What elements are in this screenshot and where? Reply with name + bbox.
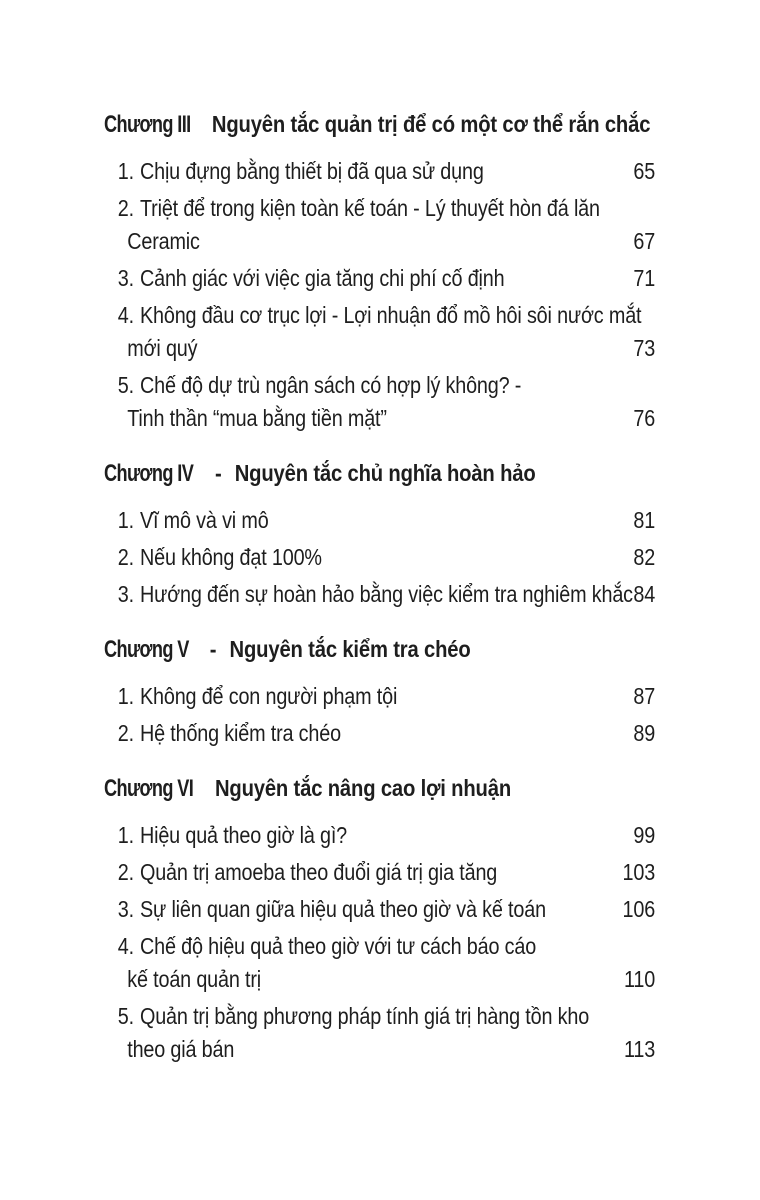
toc-entry bbox=[118, 504, 655, 537]
entry-number: 3. bbox=[117, 265, 134, 291]
entry-text: Hiệu quả theo giờ là gì? bbox=[139, 822, 348, 848]
entry-text: Chế độ hiệu quả theo giờ với tư cách báo cáo bbox=[139, 933, 537, 959]
entry-text: Không để con người phạm tội bbox=[139, 683, 398, 709]
entry-title bbox=[118, 192, 625, 258]
entry-text: Vĩ mô và vi mô bbox=[139, 507, 269, 533]
toc-section bbox=[104, 770, 655, 1066]
entry-line bbox=[118, 930, 616, 963]
entry-page-number: 103 bbox=[622, 859, 656, 885]
entry-number: 1. bbox=[117, 822, 134, 848]
toc-entry bbox=[118, 680, 655, 713]
toc-entry bbox=[118, 541, 655, 574]
chapter-entries bbox=[104, 155, 655, 435]
toc-section bbox=[104, 631, 655, 750]
toc-entry bbox=[118, 155, 655, 188]
entry-title bbox=[117, 299, 642, 365]
entry-text: Chịu đựng bằng thiết bị đã qua sử dụng bbox=[139, 158, 484, 184]
entry-line bbox=[118, 541, 625, 574]
entry-line-continuation bbox=[118, 963, 616, 996]
chapter-entries bbox=[104, 680, 655, 750]
entry-title bbox=[118, 893, 614, 926]
entry-text: Triệt để trong kiện toàn kế toán - Lý thuyết hòn đá lăn bbox=[139, 195, 600, 221]
entry-page-number: 113 bbox=[623, 1036, 656, 1062]
entry-text: Quản trị bằng phương pháp tính giá trị hàng tồn kho bbox=[139, 1003, 590, 1029]
entry-title bbox=[118, 930, 616, 996]
entry-line bbox=[117, 578, 633, 611]
chapter-heading bbox=[104, 106, 655, 143]
entry-page-number: 73 bbox=[633, 335, 656, 361]
entry-line-continuation bbox=[118, 225, 625, 258]
entry-number: 2. bbox=[117, 195, 134, 221]
entry-text: Hệ thống kiểm tra chéo bbox=[139, 720, 341, 746]
entry-title bbox=[117, 578, 633, 611]
entry-text: Tinh thần “mua bằng tiền mặt” bbox=[127, 405, 387, 431]
entry-text: theo giá bán bbox=[127, 1036, 235, 1062]
entry-number: 1. bbox=[117, 507, 134, 533]
entry-title bbox=[118, 369, 625, 435]
chapter-heading bbox=[104, 770, 655, 807]
entry-text: Hướng đến sự hoàn hảo bằng việc kiểm tra nghiêm khắc bbox=[139, 581, 633, 607]
chapter-number-label: Chương VI bbox=[104, 775, 194, 802]
entry-page-number: 82 bbox=[633, 544, 656, 570]
entry-page-number: 89 bbox=[633, 720, 656, 746]
entry-page-number: 84 bbox=[633, 581, 656, 607]
entry-line bbox=[118, 504, 625, 537]
entry-page-number: 65 bbox=[633, 158, 656, 184]
entry-page-number: 76 bbox=[633, 405, 656, 431]
chapter-heading bbox=[104, 455, 655, 492]
entry-text: kế toán quản trị bbox=[127, 966, 262, 992]
entry-title bbox=[118, 504, 625, 537]
chapter-title: Nguyên tắc kiểm tra chéo bbox=[229, 636, 471, 662]
entry-number: 2. bbox=[117, 544, 134, 570]
entry-text: Quản trị amoeba theo đuổi giá trị gia tăng bbox=[139, 859, 498, 885]
entry-title bbox=[118, 819, 625, 852]
toc-entry bbox=[118, 192, 655, 258]
entry-number: 1. bbox=[117, 683, 134, 709]
table-of-contents bbox=[104, 106, 655, 1070]
entry-number: 3. bbox=[117, 581, 134, 607]
entry-line bbox=[118, 893, 614, 926]
entry-page-number: 110 bbox=[623, 966, 656, 992]
entry-line bbox=[118, 192, 625, 225]
entry-text: Nếu không đạt 100% bbox=[139, 544, 322, 570]
entry-number: 1. bbox=[117, 158, 134, 184]
entry-page-number: 81 bbox=[633, 507, 656, 533]
entry-text: Không đầu cơ trục lợi - Lợi nhuận đổ mồ hôi sôi nước mắt bbox=[139, 302, 642, 328]
entry-page-number: 106 bbox=[622, 896, 656, 922]
toc-entry bbox=[118, 369, 655, 435]
entry-line bbox=[118, 262, 625, 295]
entry-line bbox=[118, 717, 625, 750]
toc-entry bbox=[118, 717, 655, 750]
entry-text: mới quý bbox=[127, 335, 198, 361]
entry-title bbox=[118, 1000, 616, 1066]
entry-line bbox=[118, 856, 614, 889]
entry-line bbox=[118, 1000, 616, 1033]
chapter-number-label: Chương IV bbox=[104, 460, 194, 487]
toc-entry bbox=[118, 930, 655, 996]
chapter-title: Nguyên tắc quản trị để có một cơ thể rắn chắc bbox=[211, 111, 651, 137]
entry-number: 4. bbox=[117, 302, 134, 328]
entry-title bbox=[118, 262, 625, 295]
entry-title bbox=[118, 155, 625, 188]
toc-section bbox=[104, 455, 655, 611]
entry-line-continuation bbox=[118, 1033, 616, 1066]
entry-page-number: 87 bbox=[633, 683, 656, 709]
entry-text: Ceramic bbox=[127, 228, 200, 254]
entry-number: 5. bbox=[117, 372, 134, 398]
entry-line bbox=[118, 819, 625, 852]
entry-number: 3. bbox=[117, 896, 134, 922]
entry-title bbox=[118, 680, 625, 713]
chapter-heading bbox=[104, 631, 655, 668]
entry-number: 4. bbox=[117, 933, 134, 959]
chapter-title: Nguyên tắc nâng cao lợi nhuận bbox=[214, 775, 512, 801]
entry-number: 2. bbox=[117, 720, 134, 746]
toc-entry bbox=[118, 1000, 655, 1066]
entry-line bbox=[118, 369, 625, 402]
toc-entry bbox=[118, 893, 655, 926]
chapter-separator: - bbox=[209, 636, 217, 662]
entry-line bbox=[117, 299, 642, 332]
entry-title bbox=[118, 856, 614, 889]
entry-line-continuation bbox=[118, 402, 625, 435]
entry-page-number: 99 bbox=[633, 822, 656, 848]
toc-entry bbox=[118, 819, 655, 852]
chapter-title: Nguyên tắc chủ nghĩa hoàn hảo bbox=[234, 460, 536, 486]
toc-entry bbox=[118, 299, 655, 365]
toc-entry bbox=[118, 856, 655, 889]
chapter-number-label: Chương III bbox=[104, 111, 191, 138]
entry-line-continuation bbox=[118, 332, 625, 365]
entry-text: Sự liên quan giữa hiệu quả theo giờ và kế toán bbox=[139, 896, 546, 922]
toc-entry bbox=[118, 262, 655, 295]
entry-page-number: 67 bbox=[633, 228, 656, 254]
toc-entry bbox=[118, 578, 655, 611]
entry-title bbox=[118, 541, 625, 574]
entry-page-number: 71 bbox=[633, 265, 656, 291]
entry-title bbox=[118, 717, 625, 750]
entry-line bbox=[118, 680, 625, 713]
chapter-number-label: Chương V bbox=[104, 636, 189, 663]
toc-section bbox=[104, 106, 655, 435]
entry-number: 2. bbox=[117, 859, 134, 885]
entry-number: 5. bbox=[117, 1003, 134, 1029]
chapter-entries bbox=[104, 819, 655, 1066]
chapter-separator: - bbox=[214, 460, 222, 486]
chapter-entries bbox=[104, 504, 655, 611]
entry-text: Chế độ dự trù ngân sách có hợp lý không? - bbox=[139, 372, 522, 398]
entry-line bbox=[118, 155, 625, 188]
entry-text: Cảnh giác với việc gia tăng chi phí cố định bbox=[139, 265, 505, 291]
